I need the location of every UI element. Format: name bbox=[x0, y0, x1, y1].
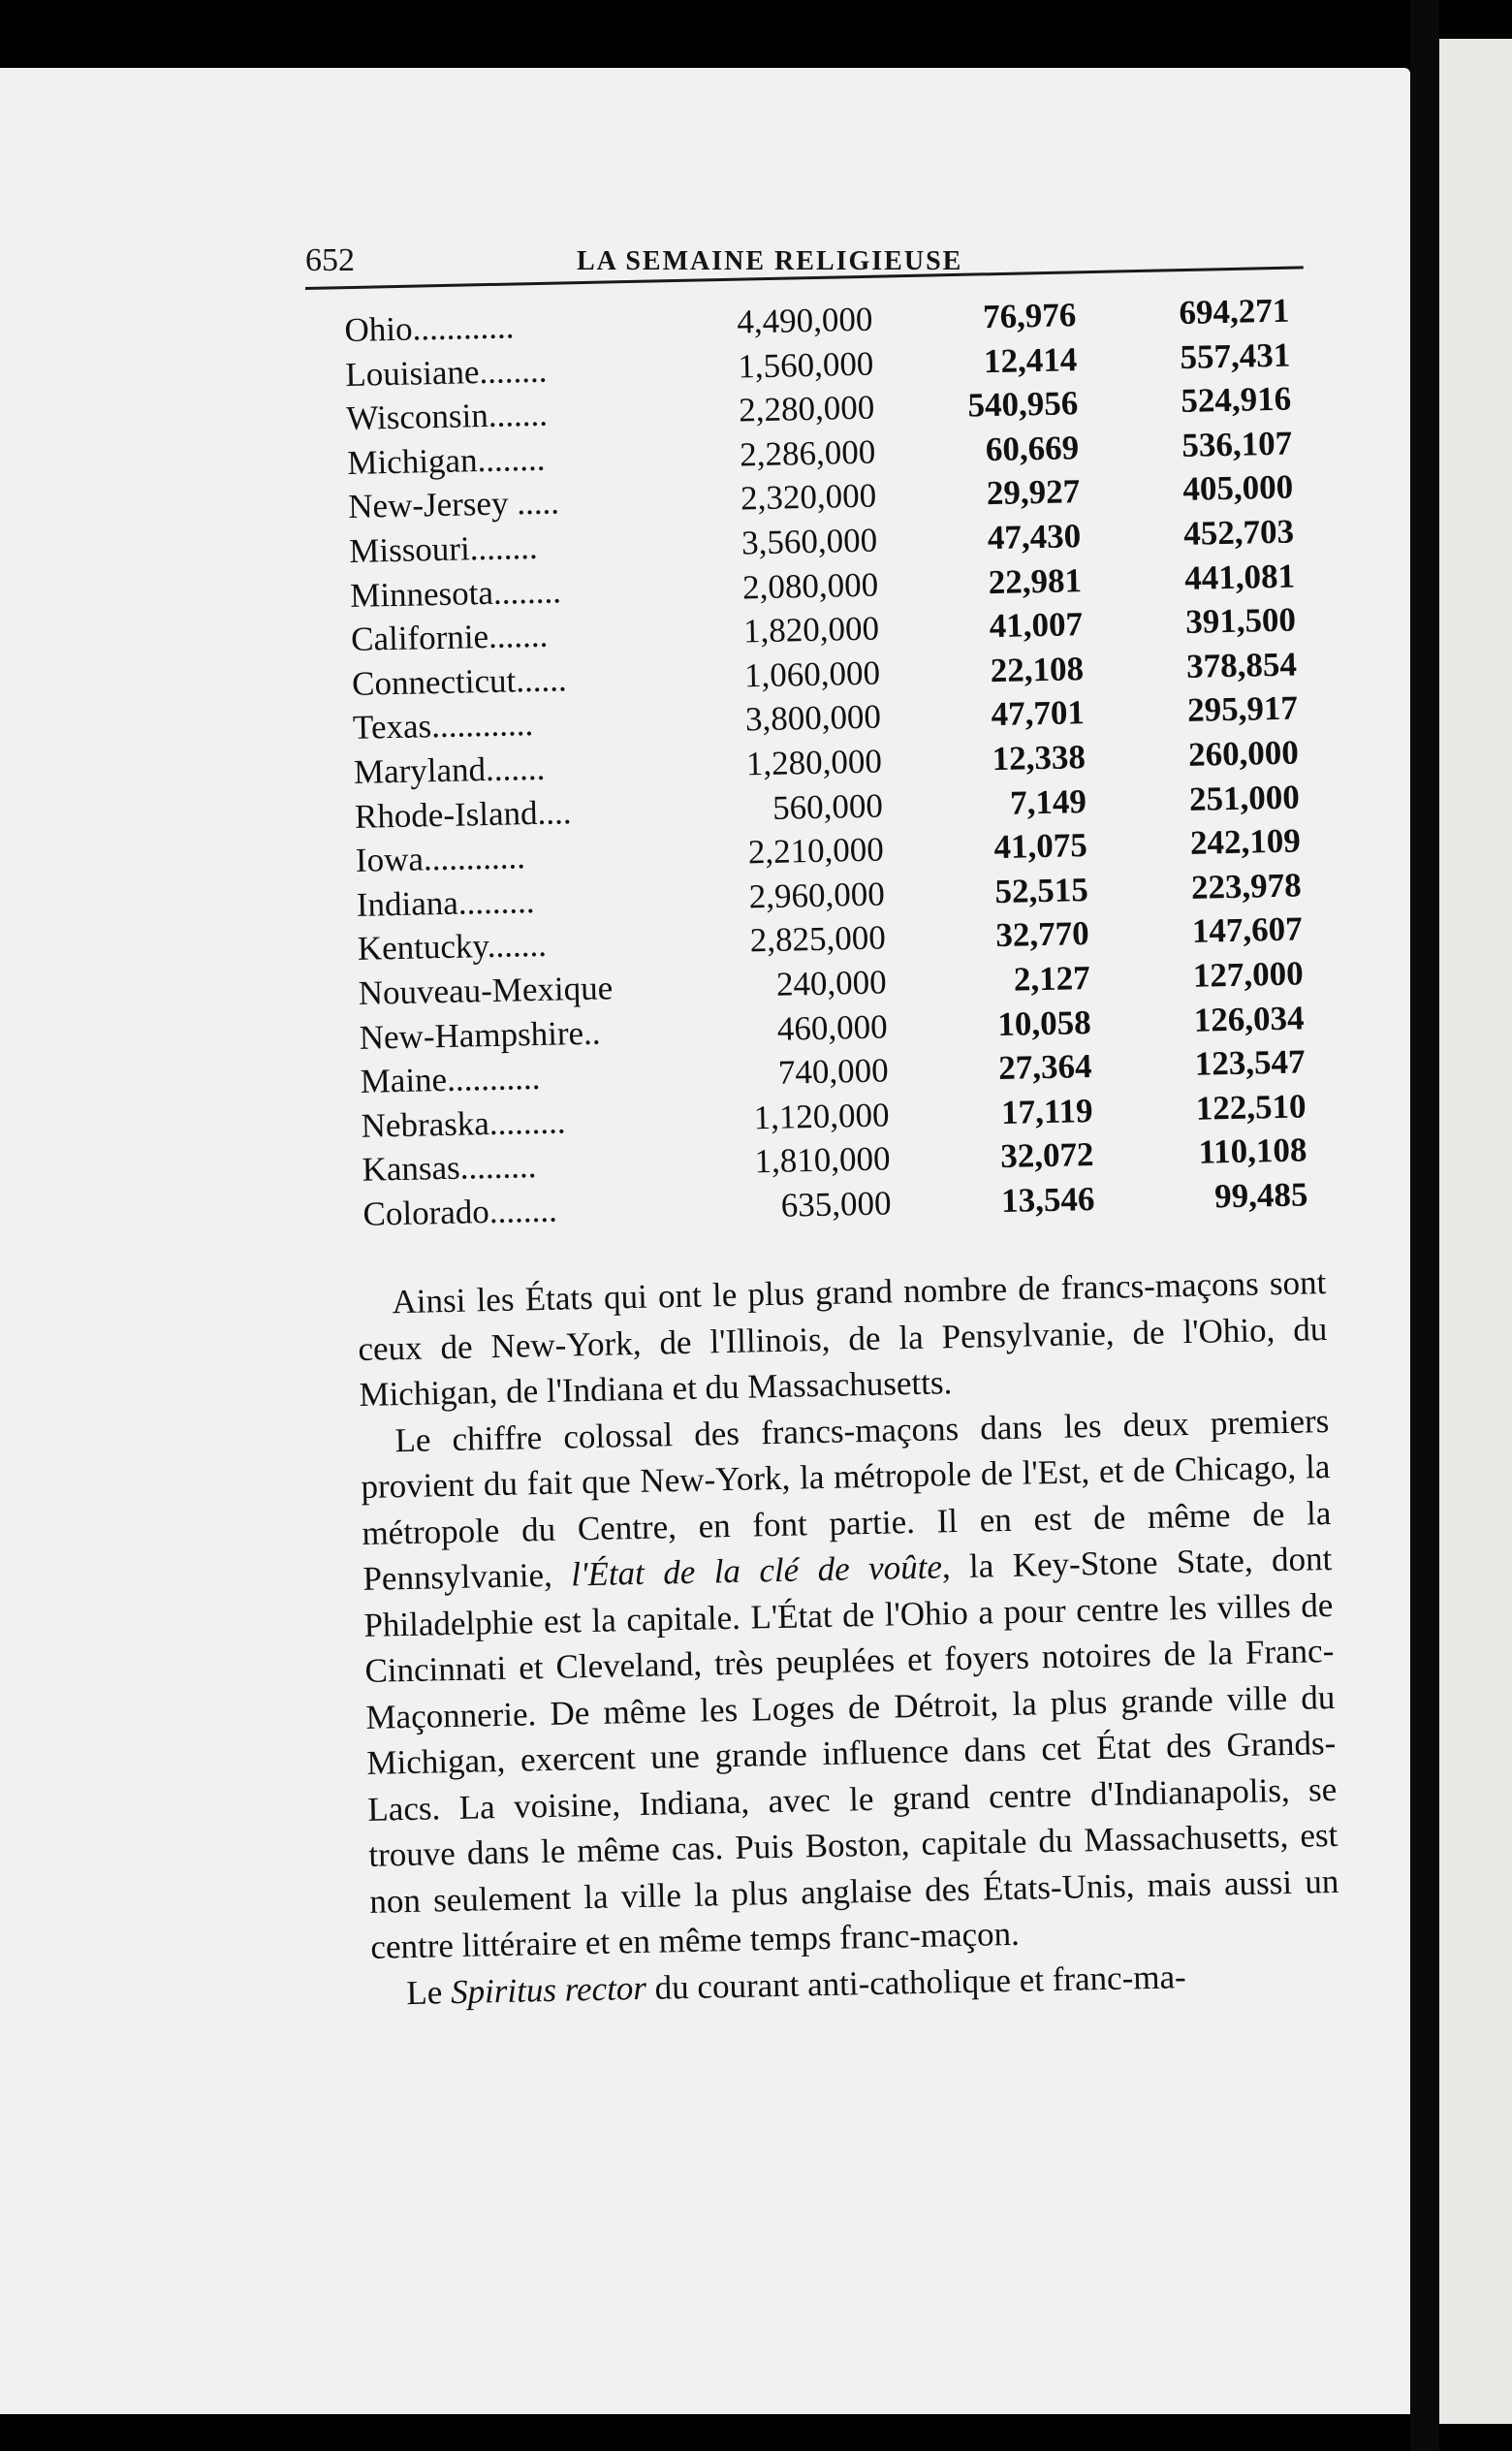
figure-cell: 27,364 bbox=[997, 1047, 1092, 1088]
state-name-cell: Minnesota........ bbox=[349, 571, 562, 615]
figure-cell: 12,338 bbox=[992, 738, 1087, 779]
population-cell: 560,000 bbox=[772, 786, 884, 827]
population-cell: 1,060,000 bbox=[743, 653, 881, 695]
figure-cell: 10,058 bbox=[996, 1003, 1091, 1043]
state-name-cell: Maryland....... bbox=[353, 748, 546, 791]
population-cell: 1,120,000 bbox=[753, 1096, 890, 1137]
figure-cell: 441,081 bbox=[1183, 557, 1296, 597]
population-cell: 740,000 bbox=[777, 1051, 889, 1092]
text-run: Le bbox=[405, 1972, 452, 2012]
state-name-cell: New-Hampshire.. bbox=[359, 1013, 601, 1057]
figure-cell: 17,119 bbox=[1000, 1091, 1093, 1131]
figure-cell: 41,007 bbox=[989, 605, 1084, 646]
population-cell: 1,560,000 bbox=[737, 344, 874, 386]
state-name-cell: Iowa............ bbox=[355, 838, 526, 879]
figure-cell: 378,854 bbox=[1185, 645, 1298, 685]
text-run: Ainsi les États qui ont le plus grand nombre de francs-maçons sont ceux de New-York, de l'Illinois, de la Pensylvanie, de l'Ohio, du Michigan, de l'Indiana et du Massachusetts. bbox=[358, 1263, 1328, 1414]
italic-phrase: l'État de la clé de voûte bbox=[570, 1547, 943, 1594]
population-cell: 2,960,000 bbox=[748, 875, 886, 916]
figure-cell: 452,703 bbox=[1182, 512, 1295, 553]
figure-cell: 22,108 bbox=[990, 649, 1085, 689]
figure-cell: 694,271 bbox=[1179, 291, 1290, 332]
population-cell: 240,000 bbox=[775, 963, 888, 1003]
paragraph bbox=[357, 1259, 1329, 1417]
figure-cell: 536,107 bbox=[1181, 424, 1293, 464]
state-name-cell: Kansas......... bbox=[362, 1147, 537, 1190]
text-run: Le chiffre colossal des francs-maçons dans les deux premiers provient du fait que New-York, la métropole de l'Est, et de Chicago, la métropole du Centre, en font partie. Il en est de même de la Pennsylvanie, bbox=[361, 1401, 1332, 1598]
figure-cell: 127,000 bbox=[1192, 954, 1304, 995]
figure-cell: 123,547 bbox=[1194, 1042, 1306, 1083]
figure-cell: 2,127 bbox=[1013, 958, 1091, 999]
state-name-cell: Michigan........ bbox=[346, 439, 546, 482]
figure-cell: 13,546 bbox=[1000, 1179, 1095, 1220]
figure-cell: 32,072 bbox=[999, 1135, 1094, 1176]
figure-cell: 126,034 bbox=[1193, 998, 1305, 1039]
figure-cell: 260,000 bbox=[1187, 733, 1300, 774]
figure-cell: 251,000 bbox=[1188, 778, 1301, 818]
running-title: LA SEMAINE RELIGIEUSE bbox=[577, 246, 963, 276]
state-name-cell: Texas............ bbox=[352, 705, 534, 748]
population-cell: 2,080,000 bbox=[741, 565, 879, 607]
population-cell: 635,000 bbox=[780, 1184, 892, 1225]
text-run: du courant anti-catholique et franc-ma- bbox=[646, 1957, 1187, 2007]
population-cell: 1,280,000 bbox=[745, 742, 883, 783]
page-number: 652 bbox=[305, 242, 355, 278]
state-name-cell: Rhode-Island.... bbox=[354, 792, 572, 836]
figure-cell: 22,981 bbox=[988, 560, 1083, 601]
population-cell: 2,280,000 bbox=[738, 388, 875, 430]
figure-cell: 29,927 bbox=[986, 472, 1081, 513]
italic-phrase: Spiritus rector bbox=[450, 1968, 647, 2011]
figure-cell: 223,978 bbox=[1190, 866, 1303, 907]
state-name-cell: Connecticut...... bbox=[351, 660, 568, 703]
figure-cell: 147,607 bbox=[1191, 909, 1304, 951]
state-name-cell: Wisconsin....... bbox=[345, 395, 549, 438]
statistics-table-body bbox=[344, 289, 1308, 1237]
population-cell: 1,810,000 bbox=[754, 1139, 891, 1181]
state-name-cell: Ohio............ bbox=[344, 307, 515, 349]
figure-cell: 242,109 bbox=[1189, 821, 1302, 862]
state-name-cell: Nouveau-Mexique bbox=[358, 969, 614, 1012]
facing-page-edge bbox=[1439, 39, 1512, 2424]
body-text bbox=[357, 1259, 1341, 2017]
population-cell: 2,825,000 bbox=[749, 918, 887, 960]
state-name-cell: Missouri........ bbox=[348, 527, 539, 570]
state-name-cell: Nebraska......... bbox=[361, 1102, 566, 1145]
figure-cell: 41,075 bbox=[993, 826, 1088, 867]
figure-cell: 99,485 bbox=[1213, 1175, 1308, 1216]
paragraph bbox=[360, 1398, 1340, 1971]
figure-cell: 7,149 bbox=[1009, 781, 1087, 822]
book-gutter bbox=[1410, 0, 1439, 2451]
figure-cell: 47,430 bbox=[987, 517, 1082, 557]
population-cell: 460,000 bbox=[776, 1006, 889, 1048]
figure-cell: 32,770 bbox=[995, 914, 1090, 955]
figure-cell: 47,701 bbox=[991, 693, 1086, 734]
state-name-cell: Louisiane........ bbox=[345, 351, 548, 394]
figure-cell: 12,414 bbox=[983, 339, 1078, 380]
figure-cell: 405,000 bbox=[1181, 467, 1294, 509]
population-cell: 4,490,000 bbox=[736, 300, 873, 341]
figure-cell: 557,431 bbox=[1180, 335, 1291, 376]
text-run: , la Key-Stone State, dont Philadelphie est la capitale. L'État de l'Ohio a pour centre les villes de Cincinnati et Cleveland, très peuplées et foyers notoires de la Franc-Maçonnerie. De même les Loges de Détroit, la plus grande ville du Michigan, exercent une grande influence dans cet État des Grands-Lacs. La voisine, Indiana, avec le grand centre d'Indianapolis, se trouve dans le même cas. Puis Boston, capitale du Massachusetts, est non seulement la ville la plus anglaise des États-Unis, mais aussi un centre littéraire et en même temps franc-maçon. bbox=[363, 1539, 1339, 1966]
state-name-cell: New-Jersey ..... bbox=[347, 483, 560, 526]
state-name-cell: Californie....... bbox=[350, 616, 549, 659]
figure-cell: 52,515 bbox=[994, 870, 1089, 910]
figure-cell: 391,500 bbox=[1184, 600, 1297, 642]
state-name-cell: Maine........... bbox=[360, 1059, 541, 1100]
figure-cell: 540,956 bbox=[967, 384, 1079, 425]
state-name-cell: Indiana......... bbox=[356, 881, 535, 924]
figure-cell: 110,108 bbox=[1198, 1130, 1307, 1172]
figure-cell: 524,916 bbox=[1181, 379, 1292, 421]
population-cell: 1,820,000 bbox=[742, 609, 880, 651]
population-cell: 2,210,000 bbox=[747, 830, 885, 872]
state-name-cell: Kentucky....... bbox=[357, 926, 548, 969]
statistics-table bbox=[344, 289, 1308, 1237]
figure-cell: 76,976 bbox=[982, 296, 1077, 336]
figure-cell: 122,510 bbox=[1195, 1087, 1307, 1128]
population-cell: 2,320,000 bbox=[740, 476, 877, 518]
population-cell: 3,800,000 bbox=[744, 697, 882, 739]
figure-cell: 60,669 bbox=[985, 428, 1080, 468]
figure-cell: 295,917 bbox=[1186, 688, 1299, 730]
state-name-cell: Colorado........ bbox=[362, 1191, 558, 1233]
population-cell: 3,560,000 bbox=[740, 521, 878, 562]
population-cell: 2,286,000 bbox=[739, 432, 876, 474]
